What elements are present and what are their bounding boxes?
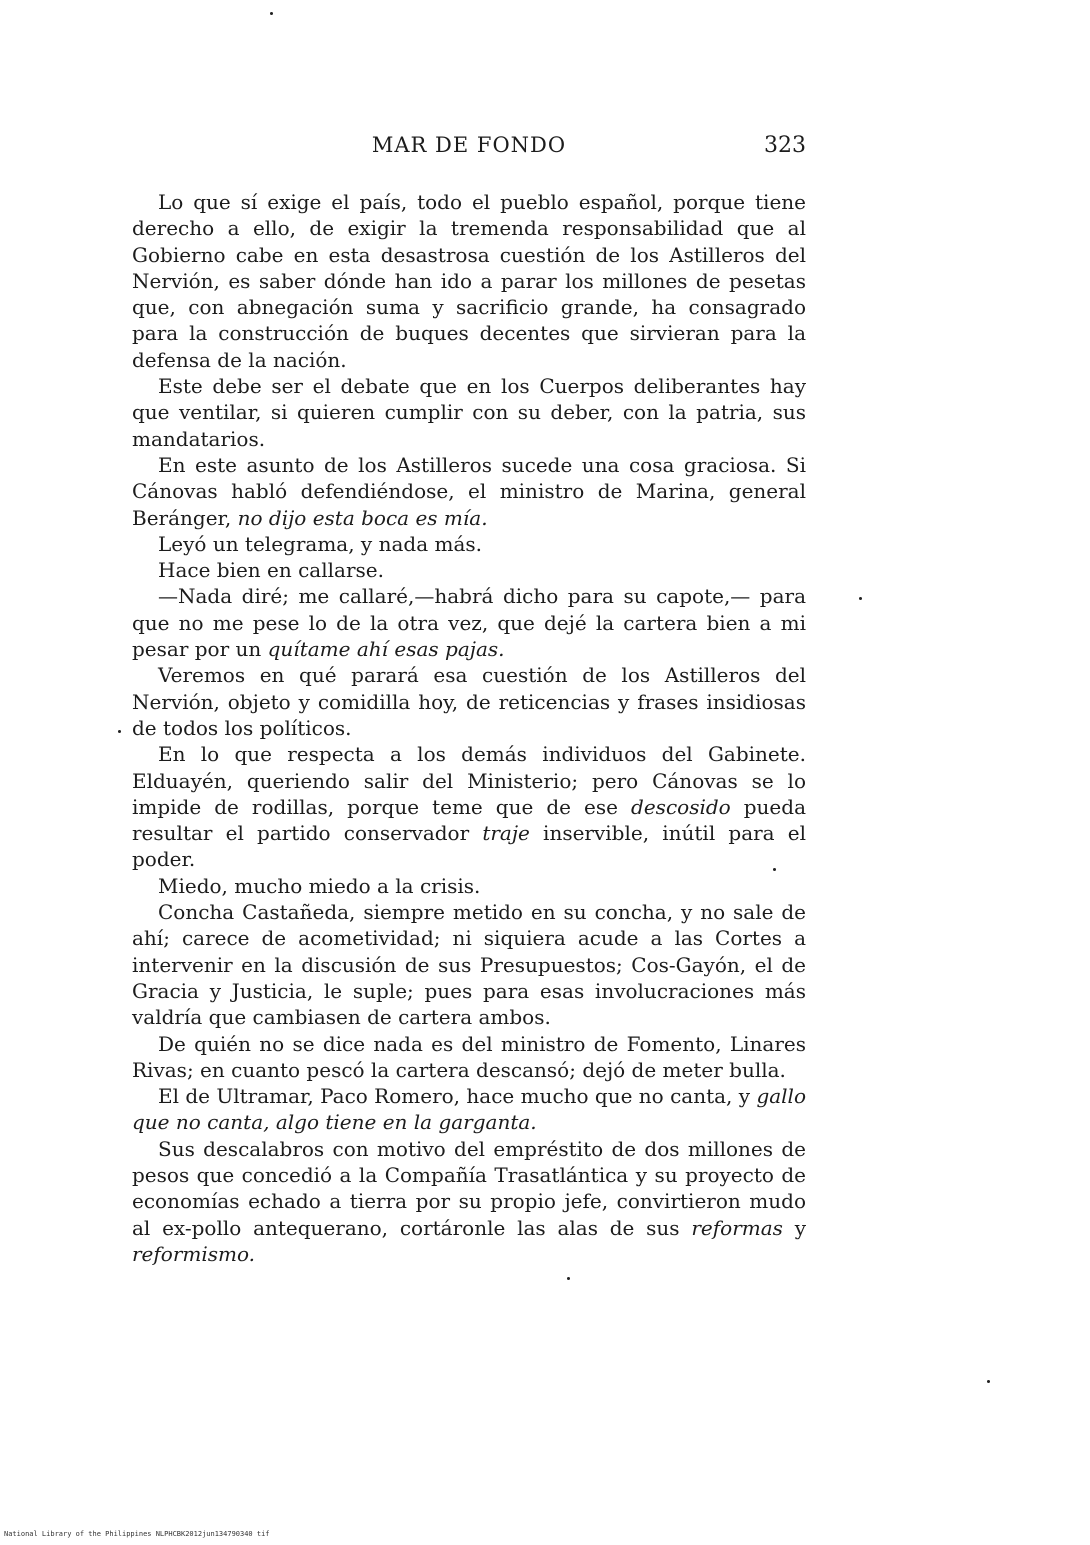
italic-text: traje xyxy=(482,821,530,846)
scan-footer-label: National Library of the Philippines NLPHCBK2012jun134790340 tif xyxy=(4,1530,270,1538)
scan-speck xyxy=(118,730,121,733)
text-run: En este asunto de los Astilleros sucede una cosa graciosa. Si Cánovas habló defendiéndose, el ministro de Marina, general Beránger, xyxy=(132,452,806,530)
text-run: pueda resultar el partido conservador xyxy=(132,794,806,846)
scan-speck xyxy=(859,597,862,600)
paragraph xyxy=(132,531,806,557)
scan-speck xyxy=(987,1380,990,1383)
italic-text: gallo que no canta, algo tiene en la garganta. xyxy=(132,1084,806,1135)
italic-text: reformismo. xyxy=(132,1241,256,1266)
paragraph xyxy=(132,1136,806,1267)
page-number: 323 xyxy=(764,133,806,158)
text-run: Miedo, mucho miedo a la crisis. xyxy=(158,873,481,898)
text-run: Lo que sí exige el país, todo el pueblo español, porque tiene derecho a ello, de exigir la tremenda responsabilidad que al Gobierno cabe en esta desastrosa cuestión de los Astilleros del Nervión, es saber dónde han ido a parar los millones de pesetas que, con abnegación suma y sacrificio grande, ha consagrado para la construcción de buques decentes que sirvieran para la defensa de la nación. xyxy=(132,190,806,372)
paragraph xyxy=(132,662,806,741)
text-run: Hace bien en callarse. xyxy=(158,558,384,583)
italic-text: reformas xyxy=(691,1215,783,1240)
text-run: Sus descalabros con motivo del empréstito de dos millones de pesos que concedió a la Compañía Trasatlántica y su proyecto de economías echado a tierra por su propio jefe, convirtieron mudo al ex-pollo antequerano, cortáronle las alas de sus xyxy=(132,1136,806,1240)
text-run: y xyxy=(782,1215,807,1240)
scan-speck xyxy=(270,12,273,15)
text-run: En lo que respecta a los demás individuos del Gabinete. Elduayén, queriendo salir del Ministerio; pero Cánovas se lo impide de rodillas, porque teme que de ese xyxy=(132,742,806,819)
paragraph xyxy=(132,557,806,583)
paragraph xyxy=(132,189,806,373)
paragraph xyxy=(132,452,806,531)
text-run: De quién no se dice nada es del ministro de Fomento, Linares Rivas; en cuanto pescó la cartera descansó; dejó de meter bulla. xyxy=(132,1031,806,1082)
paragraph xyxy=(132,899,806,1030)
scan-speck xyxy=(567,1277,570,1280)
text-run: Leyó un telegrama, y nada más. xyxy=(158,531,482,556)
text-run: inservible, inútil para el poder. xyxy=(132,821,806,872)
paragraph xyxy=(132,1031,806,1084)
running-title: MAR DE FONDO xyxy=(371,133,567,157)
text-run: —Nada diré; me callaré,—habrá dicho para su capote,— para que no me pese lo de la otra vez, que dejé la cartera bien a mi pesar por un xyxy=(132,584,806,662)
text-run: Este debe ser el debate que en los Cuerpos deliberantes hay que ventilar, si quieren cumplir con su deber, con la patria, sus mandatarios. xyxy=(132,374,806,451)
paragraph xyxy=(132,373,806,452)
text-run: Veremos en qué parará esa cuestión de los Astilleros del Nervión, objeto y comidilla hoy, de reticencias y frases insidiosas de todos los políticos. xyxy=(132,663,806,740)
scan-speck xyxy=(773,868,776,871)
running-header xyxy=(132,133,806,167)
italic-text: descosido xyxy=(631,794,731,819)
paragraph xyxy=(132,583,806,662)
italic-text: quítame ahí esas pajas. xyxy=(267,637,505,662)
paragraph xyxy=(132,1083,806,1136)
text-run: Concha Castañeda, siempre metido en su concha, y no sale de ahí; carece de acometividad; ni siquiera acude a las Cortes a intervenir en la discusión de sus Presupuestos; Cos-Gayón, el de Gracia y Justicia, le suple; pues para esas involucraciones más valdría que cambiasen de cartera ambos. xyxy=(132,900,806,1030)
italic-text: no dijo esta boca es mía. xyxy=(237,505,488,530)
paragraph xyxy=(132,873,806,899)
paragraph xyxy=(132,741,806,872)
body-text xyxy=(132,189,806,1267)
text-run: El de Ultramar, Paco Romero, hace mucho que no canta, y xyxy=(158,1084,757,1109)
